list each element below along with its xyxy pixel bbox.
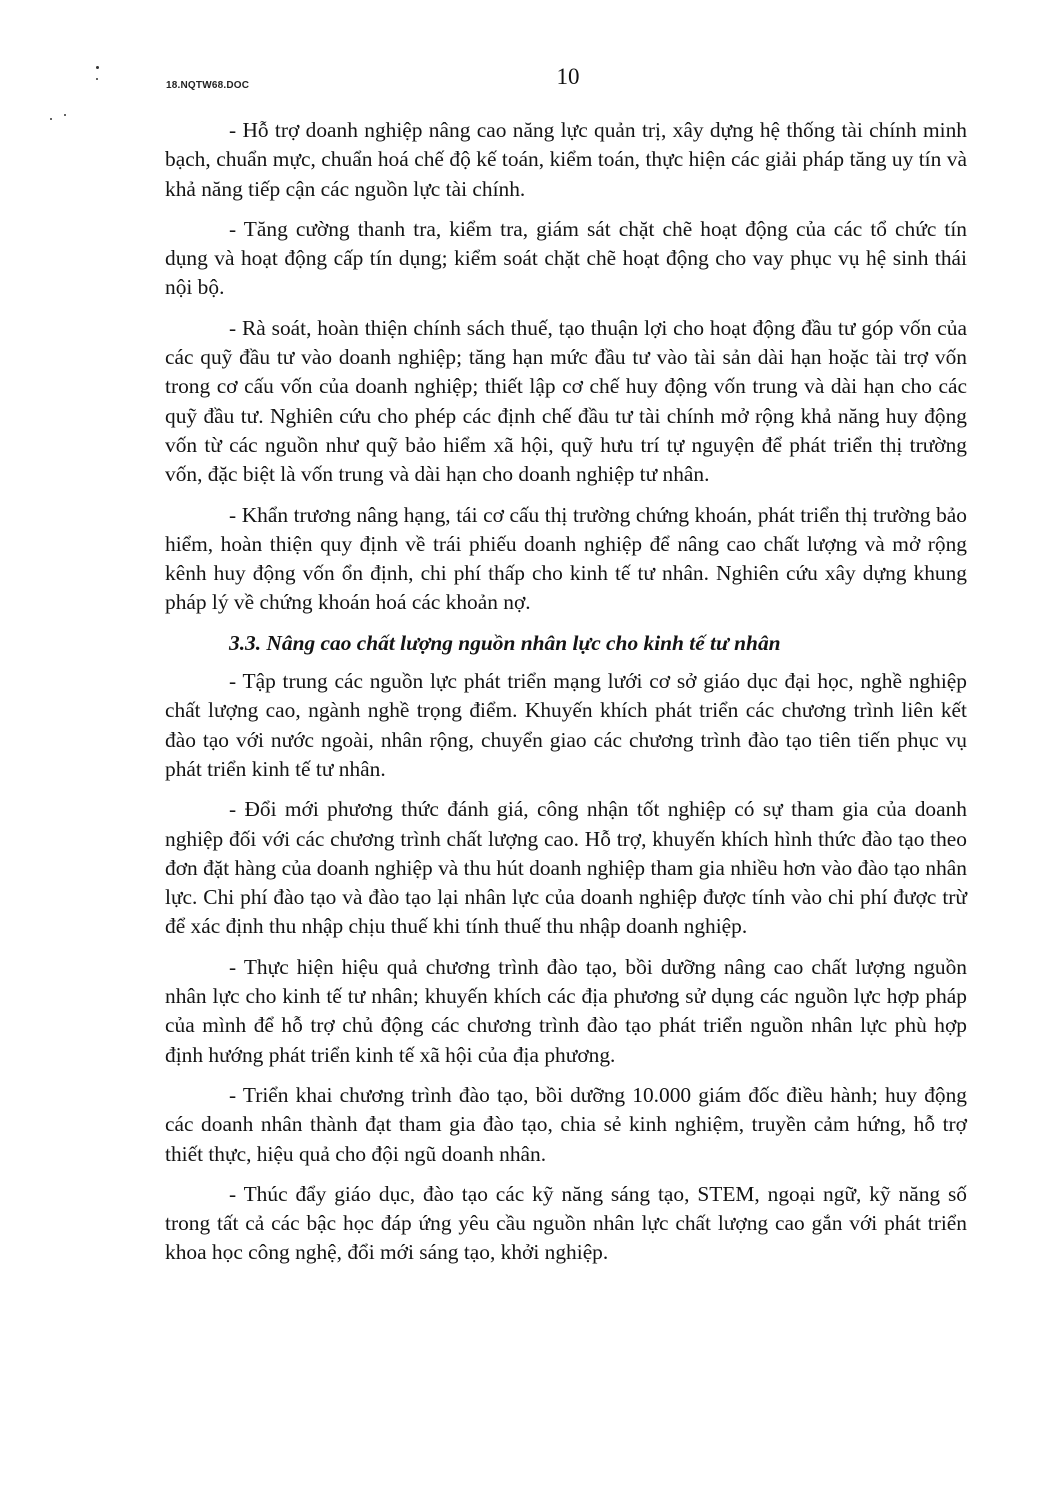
paragraph: - Tăng cường thanh tra, kiểm tra, giám sát chặt chẽ hoạt động của các tổ chức tín dụng và hoạt động cấp tín dụng; kiểm soát chặt chẽ hoạt động cho vay phục vụ hệ sinh thái nội bộ. <box>165 216 967 300</box>
section-heading: 3.3. Nâng cao chất lượng nguồn nhân lực cho kinh tế tư nhân <box>229 630 781 655</box>
paragraph: - Thực hiện hiệu quả chương trình đào tạo, bồi dưỡng nâng cao chất lượng nguồn nhân lực cho kinh tế tư nhân; khuyến khích các địa phương sử dụng các nguồn lực hợp pháp của mình để hỗ trợ chủ động các chương trình đào tạo phát triển nguồn nhân lực phù hợp định hướng phát triển kinh tế xã hội của địa phương. <box>165 954 967 1067</box>
paragraph: - Thúc đẩy giáo dục, đào tạo các kỹ năng sáng tạo, STEM, ngoại ngữ, kỹ năng số trong tất cả các bậc học đáp ứng yêu cầu nguồn nhân lực chất lượng cao gắn với phát triển khoa học công nghệ, đổi mới sáng tạo, khởi nghiệp. <box>165 1181 967 1265</box>
document-body <box>165 116 967 1279</box>
paragraph: - Hỗ trợ doanh nghiệp nâng cao năng lực quản trị, xây dựng hệ thống tài chính minh bạch, chuẩn mực, chuẩn hoá chế độ kế toán, kiểm toán, thực hiện các giải pháp tăng uy tín và khả năng tiếp cận các nguồn lực tài chính. <box>165 118 967 201</box>
paragraph: - Triển khai chương trình đào tạo, bồi dưỡng 10.000 giám đốc điều hành; huy động các doanh nhân thành đạt tham gia đào tạo, chia sẻ kinh nghiệm, truyền cảm hứng, hỗ trợ thiết thực, hiệu quả cho đội ngũ doanh nhân. <box>165 1082 967 1166</box>
paragraph: - Khẩn trương nâng hạng, tái cơ cấu thị trường chứng khoán, phát triển thị trường bảo hiểm, hoàn thiện quy định về trái phiếu doanh nghiệp để nâng cao chất lượng và mở rộng kênh huy động vốn ổn định, chi phí thấp cho kinh tế tư nhân. Nghiên cứu xây dựng khung pháp lý về chứng khoán hoá các khoản nợ. <box>165 502 967 615</box>
paragraph: - Tập trung các nguồn lực phát triển mạng lưới cơ sở giáo dục đại học, nghề nghiệp chất lượng cao, ngành nghề trọng điểm. Khuyến khích phát triển các chương trình liên kết đào tạo với nước ngoài, nhân rộng, chuyển giao các chương trình đào tạo tiên tiến phục vụ phát triển kinh tế tư nhân. <box>165 669 967 781</box>
file-name-label: 18.NQTW68.DOC <box>166 80 250 91</box>
scan-speck <box>50 118 52 120</box>
paragraph: - Rà soát, hoàn thiện chính sách thuế, tạo thuận lợi cho hoạt động đầu tư góp vốn của các quỹ đầu tư vào doanh nghiệp; tăng hạn mức đầu tư vào tài sản dài hạn hoặc tài trợ vốn trong cơ cấu vốn của doanh nghiệp; thiết lập cơ chế huy động vốn trung và dài hạn cho các quỹ đầu tư. Nghiên cứu cho phép các định chế đầu tư tài chính mở rộng khả năng huy động vốn từ các nguồn như quỹ bảo hiểm xã hội, quỹ hưu trí tự nguyện để phát triển thị trường vốn, đặc biệt là vốn trung và dài hạn cho doanh nghiệp tư nhân. <box>165 315 967 487</box>
scan-speck <box>64 114 66 116</box>
page-number: 10 <box>556 64 580 89</box>
paragraph: - Đổi mới phương thức đánh giá, công nhận tốt nghiệp có sự tham gia của doanh nghiệp đối với các chương trình chất lượng cao. Hỗ trợ, khuyến khích hình thức đào tạo theo đơn đặt hàng của doanh nghiệp và thu hút doanh nghiệp tham gia nhiều hơn vào đào tạo nhân lực. Chi phí đào tạo và đào tạo lại nhân lực của doanh nghiệp được tính vào chi phí được trừ để xác định thu nhập chịu thuế khi tính thuế thu nhập doanh nghiệp. <box>165 797 967 939</box>
